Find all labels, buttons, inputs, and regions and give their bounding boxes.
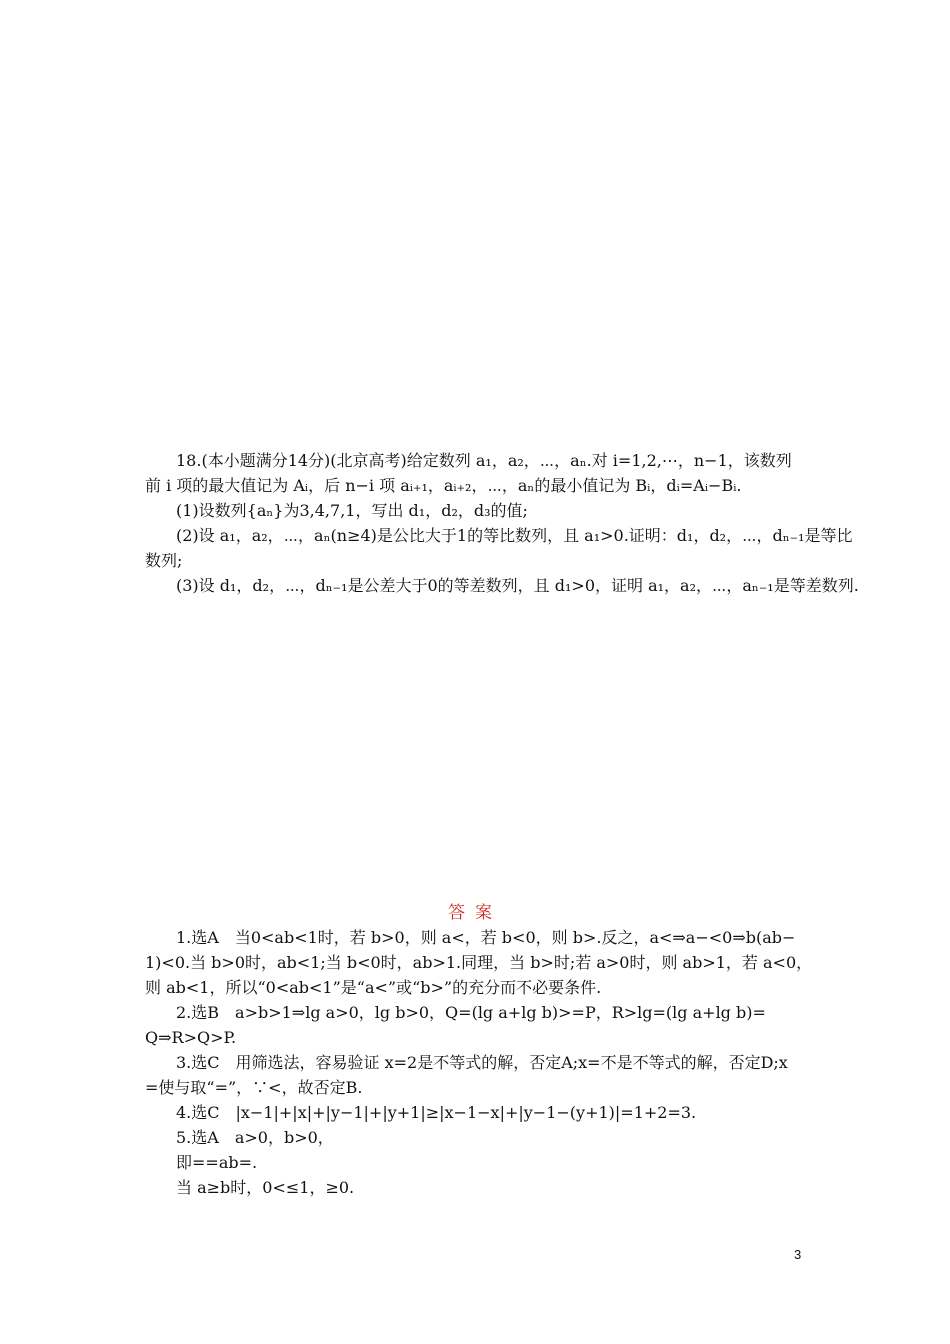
problem-18-line-2: 前 i 项的最大值记为 Aᵢ，后 n−i 项 aᵢ₊₁，aᵢ₊₂，⋯，aₙ的最小值记为 Bᵢ，dᵢ=Aᵢ−Bᵢ.	[145, 476, 742, 495]
answer-4: 4.选C |x−1|+|x|+|y−1|+|y+1|≥|x−1−x|+|y−1−(y+1)|=1+2=3.	[176, 1103, 697, 1122]
answer-3-line-1: 3.选C 用筛选法，容易验证 x=2是不等式的解，否定A;x=不是不等式的解，否定D;x	[176, 1053, 788, 1072]
answer-1-line-3: 则 ab<1，所以“0<ab<1”是“a<”或“b>”的充分而不必要条件.	[145, 978, 602, 997]
problem-18-part-3: (3)设 d₁，d₂，⋯，dₙ₋₁是公差大于0的等差数列，且 d₁>0，证明 a₁，a₂，⋯，aₙ₋₁是等差数列.	[176, 576, 859, 595]
answer-1-line-2: 1)<0.当 b>0时，ab<1;当 b<0时，ab>1.同理，当 b>时;若 a>0时，则 ab>1，若 a<0，	[145, 953, 813, 972]
problem-18-part-2-line-2: 数列;	[145, 551, 183, 570]
answer-3-line-2: =使与取“=”，∵<，故否定B.	[145, 1078, 363, 1097]
problem-18-part-2-line-1: (2)设 a₁，a₂，⋯，aₙ(n≥4)是公比大于1的等比数列，且 a₁>0.证明：d₁，d₂，⋯，dₙ₋₁是等比	[176, 526, 853, 545]
answer-5-line-1: 5.选A a>0，b>0，	[176, 1128, 334, 1147]
answer-1-line-1: 1.选A 当0<ab<1时，若 b>0，则 a<，若 b<0，则 b>.反之，a<⇒a−<0⇒b(ab−	[176, 928, 796, 947]
page-number: 3	[794, 1247, 802, 1262]
problem-18-part-1: (1)设数列{aₙ}为3,4,7,1，写出 d₁，d₂，d₃的值;	[176, 501, 528, 520]
answer-2-line-1: 2.选B a>b>1⇒lg a>0，lg b>0，Q=(lg a+lg b)>=P，R>lg=(lg a+lg b)=	[176, 1003, 766, 1022]
answers-heading: 答案	[448, 903, 502, 923]
answer-2-line-2: Q⇒R>Q>P.	[145, 1028, 237, 1047]
problem-18-line-1: 18.(本小题满分14分)(北京高考)给定数列 a₁，a₂，⋯，aₙ.对 i=1,2,⋯，n−1，该数列	[176, 451, 792, 470]
answer-5-line-2: 即==ab=.	[176, 1153, 258, 1172]
answer-5-line-3: 当 a≥b时，0<≤1，≥0.	[176, 1178, 355, 1197]
